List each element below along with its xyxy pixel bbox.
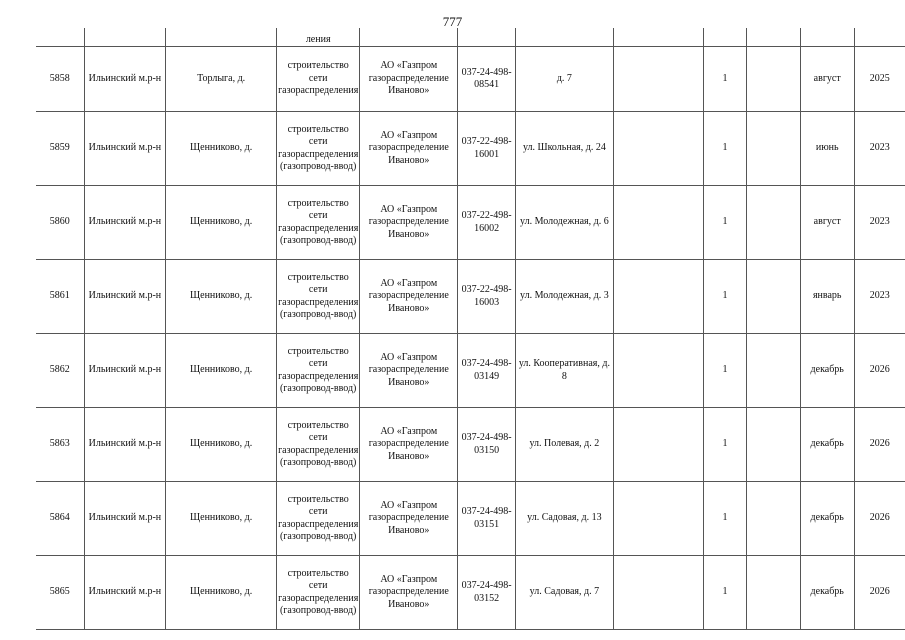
cell-num: 5865 (36, 556, 84, 630)
cell-col10 (746, 186, 800, 260)
cell-org: АО «Газпром газораспределение Иваново» (360, 186, 458, 260)
cell-locality: Щенниково, д. (166, 112, 277, 186)
cell-org: АО «Газпром газораспределение Иваново» (360, 112, 458, 186)
cell-num: 5863 (36, 408, 84, 482)
cell-purpose: строительство сети газораспределения (газопровод-ввод) (277, 260, 360, 334)
cell-district: Ильинский м.р-н (84, 47, 166, 112)
cell-purpose: строительство сети газораспределения (газопровод-ввод) (277, 482, 360, 556)
cell-col10 (746, 334, 800, 408)
cell-count: 1 (704, 260, 746, 334)
cell-year: 2026 (854, 556, 905, 630)
cell-org: АО «Газпром газораспределение Иваново» (360, 556, 458, 630)
cell-code: 037-24-498-03151 (458, 482, 516, 556)
cell-month: август (800, 47, 854, 112)
cell-count (704, 28, 746, 47)
cell-month: декабрь (800, 334, 854, 408)
cell-num: 5859 (36, 112, 84, 186)
table-body (36, 28, 905, 630)
cell-col8 (613, 556, 703, 630)
cell-code: 037-24-498-03149 (458, 334, 516, 408)
cell-district (84, 28, 166, 47)
cell-locality: Щенниково, д. (166, 334, 277, 408)
table-row (36, 408, 905, 482)
cell-count: 1 (704, 186, 746, 260)
cell-purpose: строительство сети газораспределения (газопровод-ввод) (277, 186, 360, 260)
table-row (36, 556, 905, 630)
cell-col8 (613, 186, 703, 260)
cell-district: Ильинский м.р-н (84, 260, 166, 334)
cell-address (515, 28, 613, 47)
cell-org: АО «Газпром газораспределение Иваново» (360, 408, 458, 482)
cell-month: декабрь (800, 408, 854, 482)
cell-org (360, 28, 458, 47)
cell-month: июнь (800, 112, 854, 186)
cell-year: 2026 (854, 482, 905, 556)
cell-col8 (613, 408, 703, 482)
cell-col10 (746, 556, 800, 630)
cell-locality: Торлыга, д. (166, 47, 277, 112)
cell-num: 5860 (36, 186, 84, 260)
cell-org: АО «Газпром газораспределение Иваново» (360, 47, 458, 112)
cell-org: АО «Газпром газораспределение Иваново» (360, 260, 458, 334)
cell-month (800, 28, 854, 47)
cell-year: 2023 (854, 260, 905, 334)
cell-count: 1 (704, 47, 746, 112)
cell-year: 2023 (854, 186, 905, 260)
cell-col8 (613, 28, 703, 47)
cell-district: Ильинский м.р-н (84, 186, 166, 260)
cell-district: Ильинский м.р-н (84, 556, 166, 630)
cell-month: август (800, 186, 854, 260)
table-row (36, 47, 905, 112)
cell-col8 (613, 482, 703, 556)
cell-year: 2025 (854, 47, 905, 112)
cell-col8 (613, 112, 703, 186)
cell-purpose-tail: ления (277, 28, 360, 47)
cell-address: ул. Полевая, д. 2 (515, 408, 613, 482)
cell-code: 037-22-498-16001 (458, 112, 516, 186)
cell-code: 037-22-498-16003 (458, 260, 516, 334)
cell-col8 (613, 334, 703, 408)
cell-year: 2023 (854, 112, 905, 186)
cell-month: январь (800, 260, 854, 334)
cell-col8 (613, 47, 703, 112)
table-row (36, 260, 905, 334)
cell-code: 037-24-498-08541 (458, 47, 516, 112)
cell-year: 2026 (854, 334, 905, 408)
cell-address: ул. Школьная, д. 24 (515, 112, 613, 186)
cell-purpose: строительство сети газораспределения (газопровод-ввод) (277, 408, 360, 482)
table-row (36, 112, 905, 186)
cell-count: 1 (704, 408, 746, 482)
cell-org: АО «Газпром газораспределение Иваново» (360, 482, 458, 556)
cell-num: 5858 (36, 47, 84, 112)
cell-month: декабрь (800, 556, 854, 630)
cell-district: Ильинский м.р-н (84, 112, 166, 186)
cell-purpose: строительство сети газораспределения (газопровод-ввод) (277, 112, 360, 186)
cell-district: Ильинский м.р-н (84, 482, 166, 556)
cell-col10 (746, 408, 800, 482)
cell-num: 5864 (36, 482, 84, 556)
cell-address: ул. Садовая, д. 7 (515, 556, 613, 630)
cell-code: 037-24-498-03152 (458, 556, 516, 630)
cell-locality: Щенниково, д. (166, 260, 277, 334)
cell-code: 037-24-498-03150 (458, 408, 516, 482)
cell-col10 (746, 260, 800, 334)
cell-purpose: строительство сети газораспределения (газопровод-ввод) (277, 334, 360, 408)
cell-address: ул. Садовая, д. 13 (515, 482, 613, 556)
cell-locality: Щенниково, д. (166, 482, 277, 556)
cell-address: ул. Молодежная, д. 3 (515, 260, 613, 334)
cell-count: 1 (704, 556, 746, 630)
cell-count: 1 (704, 482, 746, 556)
table-row-continued (36, 28, 905, 47)
cell-locality: Щенниково, д. (166, 408, 277, 482)
cell-num (36, 28, 84, 47)
gas-network-table (36, 28, 905, 630)
cell-org: АО «Газпром газораспределение Иваново» (360, 334, 458, 408)
cell-locality: Щенниково, д. (166, 556, 277, 630)
cell-address: ул. Кооперативная, д. 8 (515, 334, 613, 408)
page-number: 777 (442, 14, 463, 29)
cell-purpose: строительство сети газораспределения (газопровод-ввод) (277, 556, 360, 630)
cell-col10 (746, 112, 800, 186)
cell-col10 (746, 47, 800, 112)
cell-num: 5861 (36, 260, 84, 334)
cell-count: 1 (704, 112, 746, 186)
cell-col10 (746, 28, 800, 47)
cell-code: 037-22-498-16002 (458, 186, 516, 260)
table-row (36, 186, 905, 260)
cell-year: 2026 (854, 408, 905, 482)
cell-col8 (613, 260, 703, 334)
cell-year (854, 28, 905, 47)
cell-address: ул. Молодежная, д. 6 (515, 186, 613, 260)
cell-month: декабрь (800, 482, 854, 556)
cell-district: Ильинский м.р-н (84, 334, 166, 408)
cell-locality: Щенниково, д. (166, 186, 277, 260)
cell-num: 5862 (36, 334, 84, 408)
table-row (36, 482, 905, 556)
cell-col10 (746, 482, 800, 556)
cell-locality (166, 28, 277, 47)
table-row (36, 334, 905, 408)
cell-district: Ильинский м.р-н (84, 408, 166, 482)
cell-purpose: строительство сети газораспределения (277, 47, 360, 112)
cell-address: д. 7 (515, 47, 613, 112)
cell-count: 1 (704, 334, 746, 408)
cell-code (458, 28, 516, 47)
